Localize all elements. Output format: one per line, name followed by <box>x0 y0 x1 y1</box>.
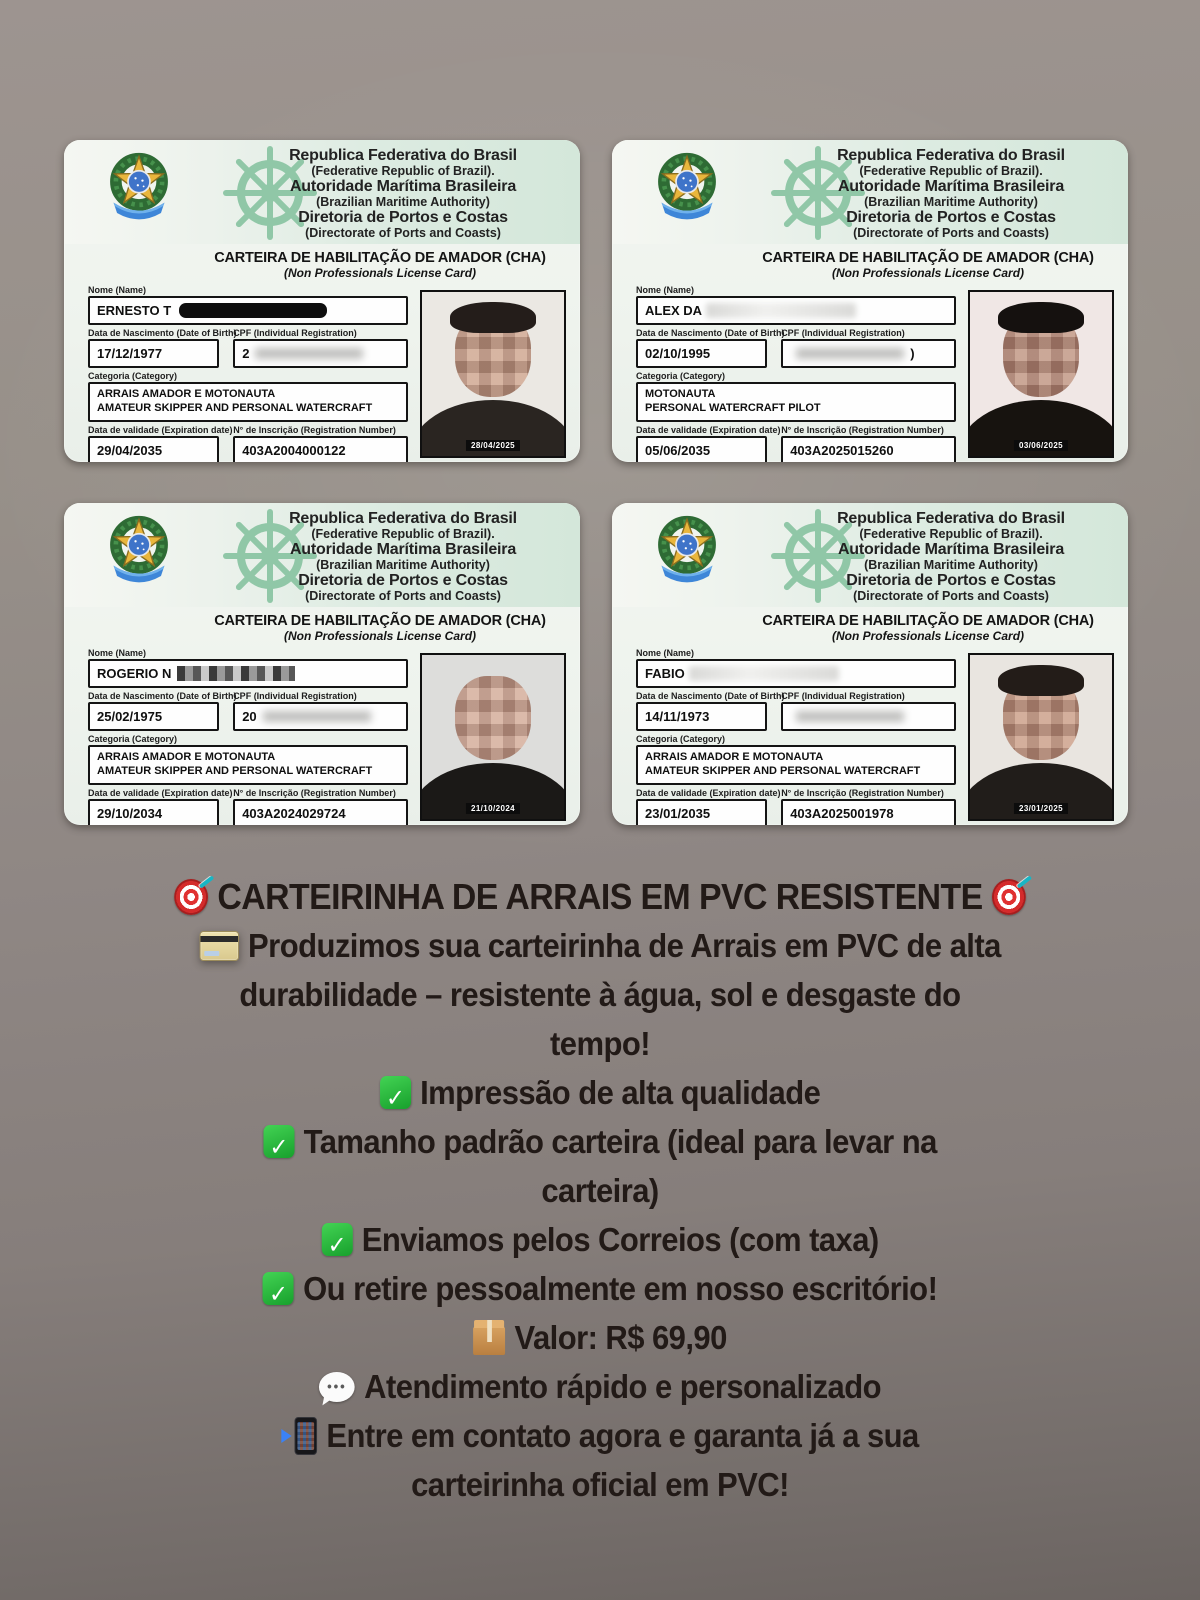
birth-value: 02/10/1995 <box>645 346 711 361</box>
promo-line-text: Produzimos sua carteirinha de Arrais em PVC de alta <box>248 926 1001 964</box>
header-line: Republica Federativa do Brasil <box>289 510 517 527</box>
name-value-box <box>88 659 408 688</box>
photo-date-stamp: 21/10/2024 <box>466 803 520 814</box>
header-line: Diretoria de Portos e Costas <box>298 572 508 590</box>
promo-line <box>36 1411 1164 1460</box>
photo-date-stamp: 03/06/2025 <box>1014 440 1068 451</box>
registration-value-box <box>233 436 408 463</box>
promo-line <box>36 1215 1164 1264</box>
speech-balloon-icon <box>319 1372 355 1402</box>
brazil-coat-of-arms-icon <box>102 510 176 603</box>
promo-line <box>36 1362 1164 1411</box>
birth-value: 17/12/1977 <box>97 346 163 361</box>
card-fields <box>636 645 956 825</box>
registration-label: N° de Inscrição (Registration Number) <box>781 424 944 435</box>
header-line: (Brazilian Maritime Authority) <box>864 558 1038 573</box>
pixelated-face <box>455 676 532 760</box>
category-label: Categoria (Category) <box>88 371 178 381</box>
birth-value: 14/11/1973 <box>645 709 710 724</box>
card-fields <box>88 645 408 825</box>
card-authority-header <box>236 510 570 603</box>
card-subtitle: (Non Professionals License Card) <box>283 266 477 280</box>
check-icon <box>321 1223 352 1256</box>
registration-value-box <box>233 799 408 826</box>
promo-line-text: Atendimento rápido e personalizado <box>364 1367 881 1405</box>
header-line: (Brazilian Maritime Authority) <box>316 195 490 210</box>
header-line: (Directorate of Ports and Coasts) <box>305 589 501 604</box>
promo-line <box>36 1019 1164 1068</box>
category-en: PERSONAL WATERCRAFT PILOT <box>645 401 821 414</box>
cpf-value-visible: ) <box>910 346 915 361</box>
photo-date-stamp: 23/01/2025 <box>1014 803 1068 814</box>
header-line: Autoridade Marítima Brasileira <box>837 178 1065 196</box>
header-line: Autoridade Marítima Brasileira <box>837 541 1065 559</box>
promo-line-text: Ou retire pessoalmente em nosso escritório! <box>303 1269 938 1307</box>
category-pt: ARRAIS AMADOR E MOTONAUTA <box>645 751 824 763</box>
card-fields <box>88 282 408 462</box>
birth-value-box <box>636 339 767 368</box>
promo-line-text: carteirinha oficial em PVC! <box>411 1465 789 1503</box>
cpf-label: CPF (Individual Registration) <box>233 328 357 338</box>
cpf-redaction <box>796 711 904 722</box>
promo-title-text: CARTEIRINHA DE ARRAIS EM PVC RESISTENTE <box>217 875 983 917</box>
validity-value: 29/04/2035 <box>97 442 163 458</box>
cpf-label: CPF (Individual Registration) <box>233 691 357 701</box>
name-value-box <box>636 659 956 688</box>
card-subtitle: (Non Professionals License Card) <box>831 266 1025 280</box>
name-value: ALEX DA <box>645 303 703 318</box>
card-authority-header <box>784 147 1118 240</box>
promo-line <box>36 921 1164 970</box>
category-en: AMATEUR SKIPPER AND PERSONAL WATERCRAFT <box>645 764 921 777</box>
portrait-hair <box>998 665 1083 696</box>
card-title-block <box>612 244 1128 280</box>
promo-line <box>36 1166 1164 1215</box>
category-value-box <box>636 745 956 785</box>
card-title: CARTEIRA DE HABILITAÇÃO DE AMADOR (CHA) <box>214 250 546 266</box>
brazil-coat-of-arms-icon <box>102 147 176 240</box>
cpf-value-box <box>233 339 408 368</box>
card-authority-header <box>784 510 1118 603</box>
header-line: (Federative Republic of Brazil). <box>311 164 495 179</box>
name-redaction <box>179 303 327 318</box>
category-label: Categoria (Category) <box>88 734 178 744</box>
validity-label: Data de validade (Expiration date) <box>88 424 233 435</box>
category-value-box <box>88 745 408 785</box>
header-line: (Directorate of Ports and Coasts) <box>853 589 1049 604</box>
cpf-redaction <box>255 348 363 359</box>
cpf-value-visible: 2 <box>242 346 250 361</box>
license-card-slot-4 <box>612 503 1128 825</box>
card-subtitle: (Non Professionals License Card) <box>283 629 477 643</box>
promo-price-text: Valor: R$ 69,90 <box>514 1318 727 1356</box>
name-value: FABIO <box>645 666 685 681</box>
registration-label: N° de Inscrição (Registration Number) <box>233 787 396 798</box>
card-title-block <box>612 607 1128 643</box>
card-header-band <box>612 503 1128 607</box>
header-line: (Federative Republic of Brazil). <box>859 527 1043 542</box>
header-line: (Directorate of Ports and Coasts) <box>305 226 501 241</box>
registration-value: 403A2024029724 <box>242 805 346 821</box>
name-label: Nome (Name) <box>636 285 695 295</box>
header-line: Autoridade Marítima Brasileira <box>289 178 517 196</box>
header-line: (Directorate of Ports and Coasts) <box>853 226 1049 241</box>
portrait-photo <box>420 290 566 458</box>
promo-line-text: Enviamos pelos Correios (com taxa) <box>361 1220 879 1258</box>
check-icon <box>263 1272 294 1305</box>
license-card-slot-2 <box>612 140 1128 462</box>
card-header-band <box>64 503 580 607</box>
name-value-box <box>88 296 408 325</box>
header-line: Diretoria de Portos e Costas <box>846 209 1056 227</box>
name-value-box <box>636 296 956 325</box>
birth-value-box <box>88 702 219 731</box>
category-pt: MOTONAUTA <box>645 388 716 400</box>
card-title: CARTEIRA DE HABILITAÇÃO DE AMADOR (CHA) <box>762 613 1094 629</box>
birth-value-box <box>88 339 219 368</box>
card-title-block <box>64 244 580 280</box>
name-redaction <box>177 666 295 681</box>
category-en: AMATEUR SKIPPER AND PERSONAL WATERCRAFT <box>97 764 373 777</box>
validity-value-box <box>88 436 219 463</box>
category-value-box <box>636 382 956 422</box>
registration-label: N° de Inscrição (Registration Number) <box>233 424 396 435</box>
birth-value-box <box>636 702 767 731</box>
brazil-coat-of-arms-icon <box>650 510 724 603</box>
birth-label: Data de Nascimento (Date of Birth) <box>88 328 237 338</box>
category-pt: ARRAIS AMADOR E MOTONAUTA <box>97 388 276 400</box>
registration-value: 403A2004000122 <box>242 442 346 458</box>
cpf-redaction <box>263 711 371 722</box>
promo-line <box>36 1068 1164 1117</box>
validity-value: 05/06/2035 <box>645 442 711 458</box>
package-icon <box>473 1327 505 1355</box>
promo-line-text: Impressão de alta qualidade <box>420 1073 821 1111</box>
card-header-band <box>64 140 580 244</box>
category-en: AMATEUR SKIPPER AND PERSONAL WATERCRAFT <box>97 401 373 414</box>
promo-line-text: carteira) <box>541 1171 659 1209</box>
validity-label: Data de validade (Expiration date) <box>636 787 781 798</box>
card-header-band <box>612 140 1128 244</box>
brazil-coat-of-arms-icon <box>650 147 724 240</box>
category-label: Categoria (Category) <box>636 371 726 381</box>
name-redaction <box>689 666 839 681</box>
validity-value-box <box>88 799 219 826</box>
card-fields <box>636 282 956 462</box>
header-line: (Federative Republic of Brazil). <box>859 164 1043 179</box>
registration-value: 403A2025001978 <box>790 805 894 821</box>
category-label: Categoria (Category) <box>636 734 726 744</box>
header-line: Republica Federativa do Brasil <box>837 147 1065 164</box>
promo-line <box>36 1460 1164 1509</box>
cpf-value-box <box>781 702 956 731</box>
promo-line <box>36 1264 1164 1313</box>
cpf-value-visible: 20 <box>242 709 257 724</box>
promo-line-text: durabilidade – resistente à água, sol e desgaste do <box>239 975 961 1013</box>
promo-title <box>36 872 1164 921</box>
target-icon <box>992 879 1026 915</box>
license-card-slot-3 <box>64 503 580 825</box>
promo-line <box>36 1117 1164 1166</box>
card-title: CARTEIRA DE HABILITAÇÃO DE AMADOR (CHA) <box>214 613 546 629</box>
name-value: ROGERIO N <box>97 666 172 681</box>
name-label: Nome (Name) <box>88 648 147 658</box>
promo-line-text: tempo! <box>549 1024 650 1062</box>
check-icon <box>263 1125 294 1158</box>
license-card <box>64 503 580 825</box>
validity-value: 23/01/2035 <box>645 805 711 821</box>
cpf-value-box <box>781 339 956 368</box>
portrait-photo <box>968 290 1114 458</box>
card-subtitle: (Non Professionals License Card) <box>831 629 1025 643</box>
license-card-slot-1 <box>64 140 580 462</box>
photo-date-stamp: 28/04/2025 <box>466 440 520 451</box>
registration-value-box <box>781 799 956 826</box>
promo-line-text: Entre em contato agora e garanta já a sua <box>326 1416 919 1454</box>
birth-label: Data de Nascimento (Date of Birth) <box>636 691 785 701</box>
license-card <box>612 503 1128 825</box>
header-line: Autoridade Marítima Brasileira <box>289 541 517 559</box>
birth-value: 25/02/1975 <box>97 709 163 724</box>
validity-label: Data de validade (Expiration date) <box>88 787 233 798</box>
promo-text-block <box>36 872 1164 1509</box>
promo-line-text: Tamanho padrão carteira (ideal para levar na <box>303 1122 937 1160</box>
validity-value-box <box>636 799 767 826</box>
cpf-label: CPF (Individual Registration) <box>781 691 905 701</box>
name-label: Nome (Name) <box>88 285 147 295</box>
category-value-box <box>88 382 408 422</box>
promo-line <box>36 970 1164 1019</box>
validity-label: Data de validade (Expiration date) <box>636 424 781 435</box>
portrait-hair <box>998 302 1083 333</box>
phone-icon <box>294 1417 317 1455</box>
card-title: CARTEIRA DE HABILITAÇÃO DE AMADOR (CHA) <box>762 250 1094 266</box>
header-line: Diretoria de Portos e Costas <box>846 572 1056 590</box>
header-line: (Brazilian Maritime Authority) <box>864 195 1038 210</box>
target-icon <box>174 879 208 915</box>
header-line: (Brazilian Maritime Authority) <box>316 558 490 573</box>
check-icon <box>380 1076 411 1109</box>
birth-label: Data de Nascimento (Date of Birth) <box>88 691 237 701</box>
name-value: ERNESTO T <box>97 303 172 318</box>
portrait-photo <box>420 653 566 821</box>
credit-card-icon <box>199 931 238 961</box>
header-line: (Federative Republic of Brazil). <box>311 527 495 542</box>
header-line: Diretoria de Portos e Costas <box>298 209 508 227</box>
category-pt: ARRAIS AMADOR E MOTONAUTA <box>97 751 276 763</box>
license-card <box>64 140 580 462</box>
cpf-value-box <box>233 702 408 731</box>
registration-value: 403A2025015260 <box>790 442 894 458</box>
validity-value-box <box>636 436 767 463</box>
header-line: Republica Federativa do Brasil <box>289 147 517 164</box>
card-authority-header <box>236 147 570 240</box>
cpf-redaction <box>796 348 904 359</box>
name-label: Nome (Name) <box>636 648 695 658</box>
registration-value-box <box>781 436 956 463</box>
validity-value: 29/10/2034 <box>97 805 163 821</box>
card-title-block <box>64 607 580 643</box>
license-card <box>612 140 1128 462</box>
header-line: Republica Federativa do Brasil <box>837 510 1065 527</box>
registration-label: N° de Inscrição (Registration Number) <box>781 787 944 798</box>
birth-label: Data de Nascimento (Date of Birth) <box>636 328 785 338</box>
name-redaction <box>706 303 856 318</box>
cpf-label: CPF (Individual Registration) <box>781 328 905 338</box>
promo-price-line <box>36 1313 1164 1362</box>
portrait-hair <box>450 302 535 333</box>
portrait-photo <box>968 653 1114 821</box>
